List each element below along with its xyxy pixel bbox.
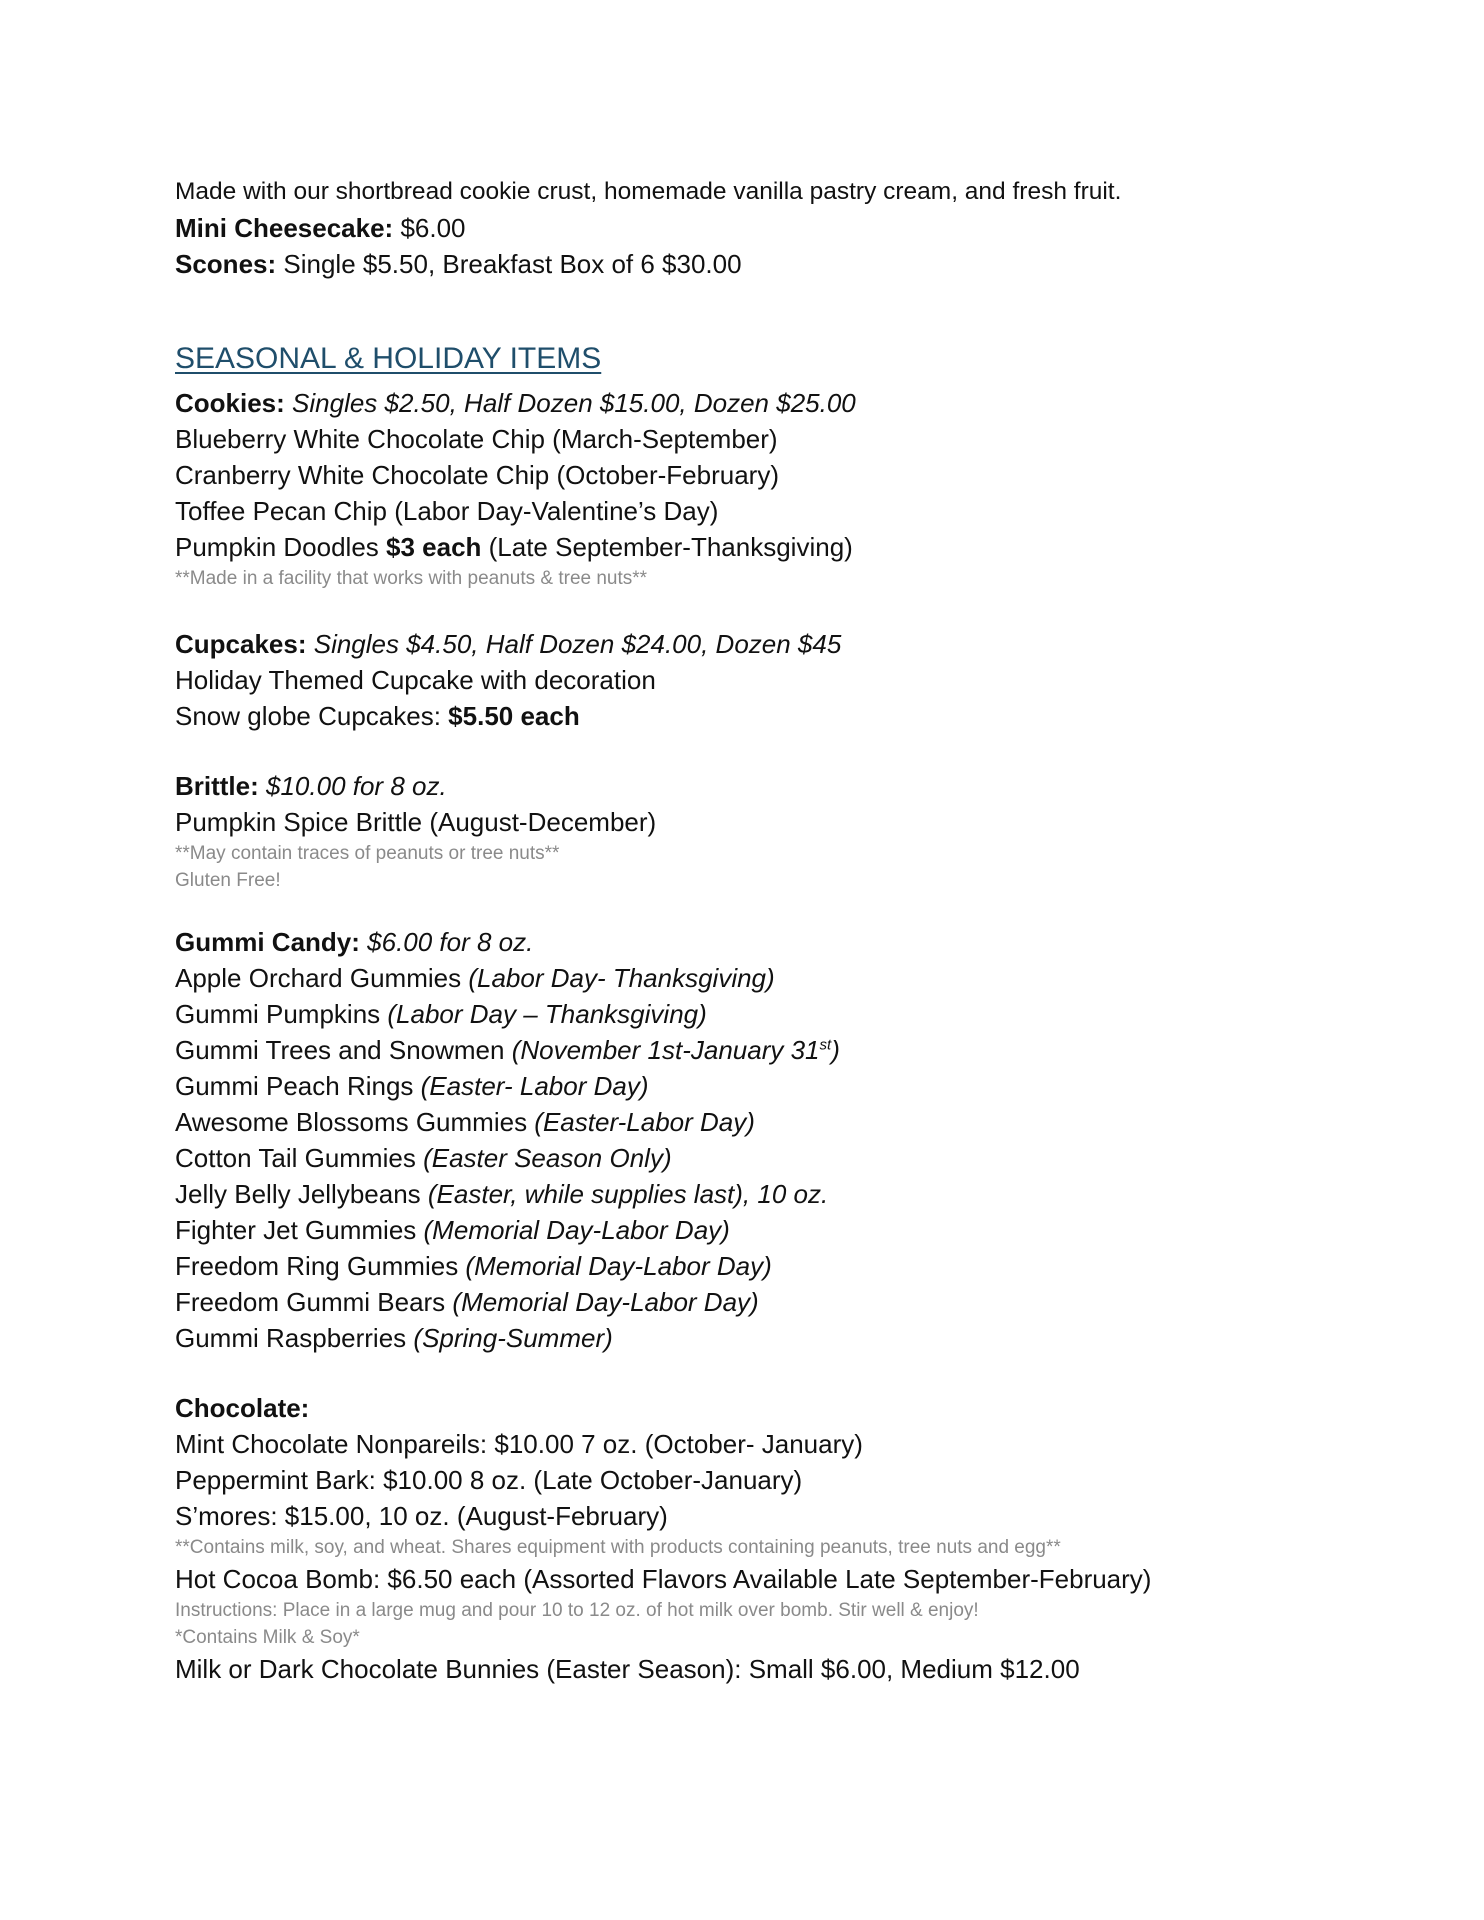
cookies-prices: Singles $2.50, Half Dozen $15.00, Dozen $25.00	[284, 388, 856, 418]
pumpkin-doodles-line	[175, 529, 1305, 565]
chocolate-label: Chocolate:	[175, 1393, 310, 1423]
gummi-item-season: (Memorial Day-Labor Day)	[423, 1215, 730, 1245]
gummi-item-name: Awesome Blossoms Gummies	[175, 1107, 535, 1137]
cookie-item: Cranberry White Chocolate Chip (October-February)	[175, 460, 779, 490]
pumpkin-doodles-name: Pumpkin Doodles	[175, 532, 386, 562]
gummi-item-name: Apple Orchard Gummies	[175, 963, 469, 993]
chocolate-item: S’mores: $15.00, 10 oz. (August-February)	[175, 1501, 668, 1531]
cocoa-bomb-line: Hot Cocoa Bomb: $6.50 each (Assorted Flavors Available Late September-February)	[175, 1564, 1152, 1594]
gummi-item-name: Gummi Trees and Snowmen	[175, 1035, 512, 1065]
brittle-allergen-note: **May contain traces of peanuts or tree nuts**	[175, 843, 560, 864]
gummi-item	[175, 1284, 1305, 1320]
cookie-item: Toffee Pecan Chip (Labor Day-Valentine’s Day)	[175, 496, 719, 526]
cupcakes-prices: Singles $4.50, Half Dozen $24.00, Dozen $45	[306, 629, 842, 659]
brittle-gluten-note: Gluten Free!	[175, 870, 281, 891]
gummi-item	[175, 1140, 1305, 1176]
brittle-price: $10.00 for 8 oz.	[258, 771, 447, 801]
brittle-heading-line	[175, 768, 1305, 804]
snowglobe-price: $5.50 each	[448, 701, 580, 731]
cupcakes-label: Cupcakes:	[175, 629, 307, 659]
gummi-item	[175, 1176, 1305, 1212]
scones-line	[175, 246, 1305, 282]
gummi-label: Gummi Candy:	[175, 927, 360, 957]
gummi-item-season-end: )	[831, 1035, 840, 1065]
gummi-item	[175, 1248, 1305, 1284]
pumpkin-doodles-price: $3 each	[386, 532, 482, 562]
chocolate-heading-line	[175, 1390, 1305, 1426]
scones-label: Scones:	[175, 249, 277, 279]
gummi-item-season: (Easter- Labor Day)	[420, 1071, 649, 1101]
cupcakes-heading-line	[175, 626, 1305, 662]
gummi-item	[175, 1032, 1305, 1068]
gummi-price: $6.00 for 8 oz.	[359, 927, 534, 957]
gummi-item-season: (Easter-Labor Day)	[534, 1107, 755, 1137]
gummi-item	[175, 1104, 1305, 1140]
gummi-item-name: Freedom Gummi Bears	[175, 1287, 453, 1317]
fruit-tart-description: Made with our shortbread cookie crust, homemade vanilla pastry cream, and fresh fruit.	[175, 178, 1122, 205]
gummi-item	[175, 960, 1305, 996]
gummi-item-name: Gummi Raspberries	[175, 1323, 414, 1353]
gummi-item	[175, 1068, 1305, 1104]
brittle-item: Pumpkin Spice Brittle (August-December)	[175, 807, 657, 837]
section-heading[interactable]: SEASONAL & HOLIDAY ITEMS	[175, 342, 602, 375]
scones-price: Single $5.50, Breakfast Box of 6 $30.00	[276, 249, 742, 279]
gummi-item	[175, 1212, 1305, 1248]
cocoa-bomb-contains-note: *Contains Milk & Soy*	[175, 1627, 360, 1648]
gummi-item	[175, 1320, 1305, 1356]
cookies-heading-line	[175, 385, 1305, 421]
gummi-item	[175, 996, 1305, 1032]
gummi-item-season: (Easter, while supplies last), 10 oz.	[427, 1179, 829, 1209]
chocolate-item: Mint Chocolate Nonpareils: $10.00 7 oz. (October- January)	[175, 1429, 863, 1459]
gummi-item-name: Freedom Ring Gummies	[175, 1251, 466, 1281]
gummi-item-season: (Memorial Day-Labor Day)	[452, 1287, 759, 1317]
gummi-item-name: Gummi Pumpkins	[175, 999, 388, 1029]
chocolate-bunnies-line: Milk or Dark Chocolate Bunnies (Easter Season): Small $6.00, Medium $12.00	[175, 1654, 1080, 1684]
brittle-label: Brittle:	[175, 771, 259, 801]
gummi-item-season: (Labor Day- Thanksgiving)	[468, 963, 775, 993]
gummi-item-season: (Spring-Summer)	[413, 1323, 613, 1353]
cupcake-item: Holiday Themed Cupcake with decoration	[175, 665, 656, 695]
gummi-item-name: Gummi Peach Rings	[175, 1071, 421, 1101]
mini-cheesecake-label: Mini Cheesecake:	[175, 213, 394, 243]
mini-cheesecake-line	[175, 210, 1305, 246]
chocolate-item: Peppermint Bark: $10.00 8 oz. (Late October-January)	[175, 1465, 803, 1495]
pumpkin-doodles-season: (Late September-Thanksgiving)	[481, 532, 853, 562]
gummi-item-season: (Labor Day – Thanksgiving)	[387, 999, 707, 1029]
gummi-item-season: (November 1st-January 31	[511, 1035, 820, 1065]
chocolate-allergen-note: **Contains milk, soy, and wheat. Shares equipment with products containing peanuts, tree nuts and egg**	[175, 1537, 1061, 1558]
gummi-item-name: Cotton Tail Gummies	[175, 1143, 424, 1173]
cookies-label: Cookies:	[175, 388, 285, 418]
gummi-heading-line	[175, 924, 1305, 960]
gummi-item-season: (Easter Season Only)	[423, 1143, 672, 1173]
snowglobe-name: Snow globe Cupcakes:	[175, 701, 449, 731]
cookie-item: Blueberry White Chocolate Chip (March-September)	[175, 424, 778, 454]
gummi-item-superscript: st	[819, 1036, 832, 1054]
mini-cheesecake-price: $6.00	[393, 213, 466, 243]
gummi-item-season: (Memorial Day-Labor Day)	[465, 1251, 772, 1281]
snowglobe-cupcakes-line	[175, 698, 1305, 734]
menu-content	[175, 174, 1305, 1687]
cocoa-bomb-instructions: Instructions: Place in a large mug and pour 10 to 12 oz. of hot milk over bomb. Stir well & enjoy!	[175, 1600, 979, 1621]
cookies-allergen-note: **Made in a facility that works with peanuts & tree nuts**	[175, 568, 648, 589]
gummi-item-name: Fighter Jet Gummies	[175, 1215, 424, 1245]
gummi-item-name: Jelly Belly Jellybeans	[175, 1179, 428, 1209]
